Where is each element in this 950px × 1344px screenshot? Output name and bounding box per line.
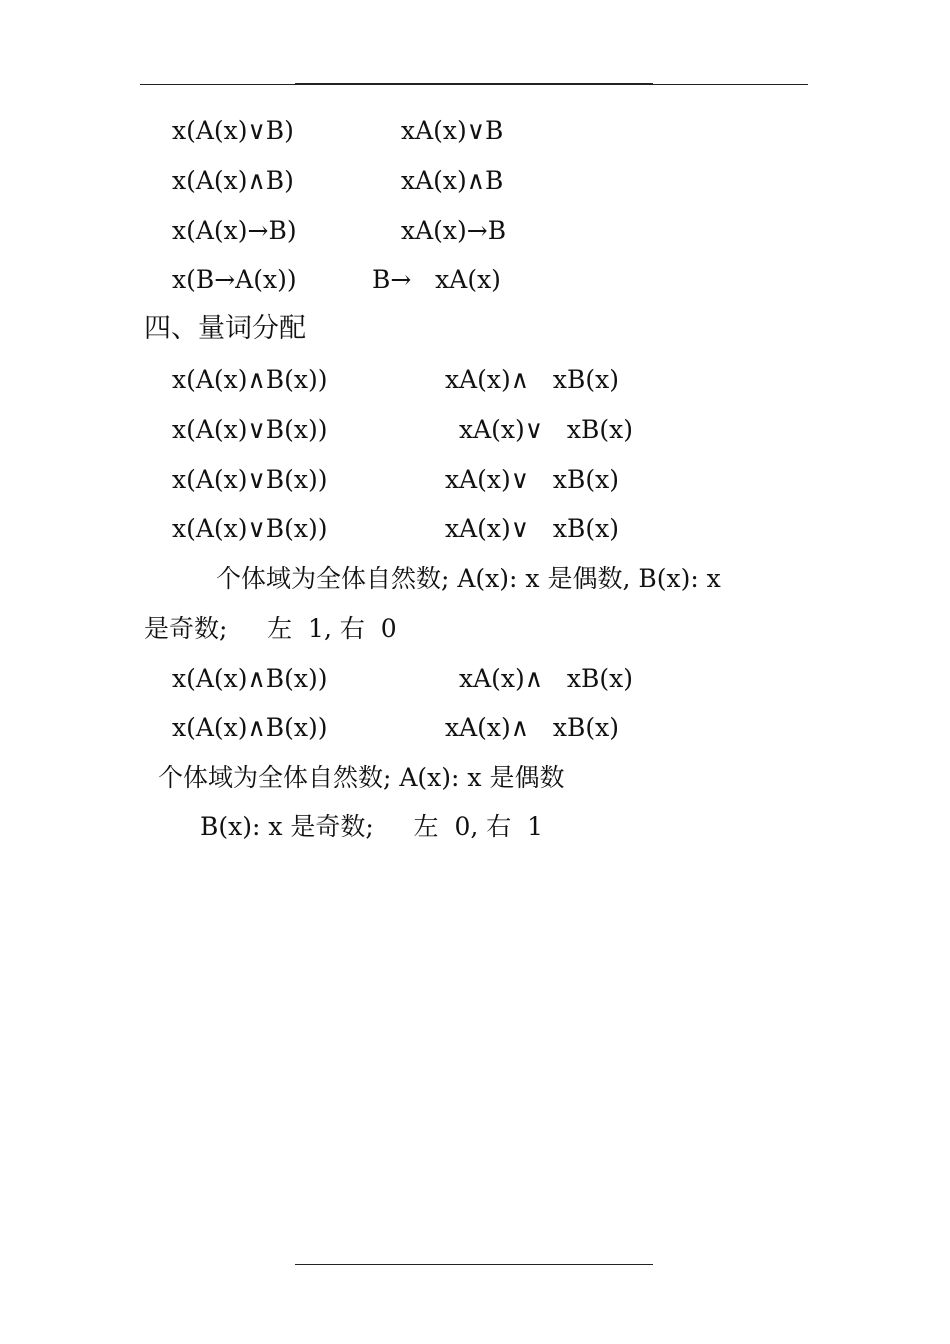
formula-right: B→ xA(x) xyxy=(372,265,501,294)
formula-right: xA(x)∧ xB(x) xyxy=(445,713,619,742)
formula-left: x(A(x)∧B(x)) xyxy=(172,664,328,693)
formula-left: x(A(x)→B) xyxy=(172,216,297,245)
paragraph-line: 是奇数; 左 1, 右 0 xyxy=(144,614,397,643)
formula-right: xA(x)∨ xB(x) xyxy=(445,514,619,543)
formula-left: x(A(x)∧B(x)) xyxy=(172,713,328,742)
formula-left: x(A(x)∨B(x)) xyxy=(172,514,328,543)
formula-right: xA(x)∨B xyxy=(401,116,504,145)
formula-left: x(A(x)∧B) xyxy=(172,166,294,195)
formula-left: x(A(x)∨B(x)) xyxy=(172,465,328,494)
formula-left: x(A(x)∧B(x)) xyxy=(172,365,328,394)
header-rule-thick xyxy=(295,83,653,85)
formula-left: x(A(x)∨B) xyxy=(172,116,294,145)
paragraph-line: 个体域为全体自然数; A(x): x 是偶数, B(x): x xyxy=(216,564,721,593)
formula-right: xA(x)∧B xyxy=(401,166,504,195)
formula-right: xA(x)∨ xB(x) xyxy=(459,415,633,444)
formula-right: xA(x)→B xyxy=(401,216,507,245)
paragraph-line: B(x): x 是奇数; 左 0, 右 1 xyxy=(200,812,544,841)
formula-right: xA(x)∧ xB(x) xyxy=(445,365,619,394)
formula-right: xA(x)∧ xB(x) xyxy=(459,664,633,693)
formula-left: x(B→A(x)) xyxy=(172,265,297,294)
formula-left: x(A(x)∨B(x)) xyxy=(172,415,328,444)
section-heading: 四、量词分配 xyxy=(144,313,306,344)
footer-rule xyxy=(295,1264,653,1265)
formula-right: xA(x)∨ xB(x) xyxy=(445,465,619,494)
paragraph-line: 个体域为全体自然数; A(x): x 是偶数 xyxy=(158,763,565,792)
